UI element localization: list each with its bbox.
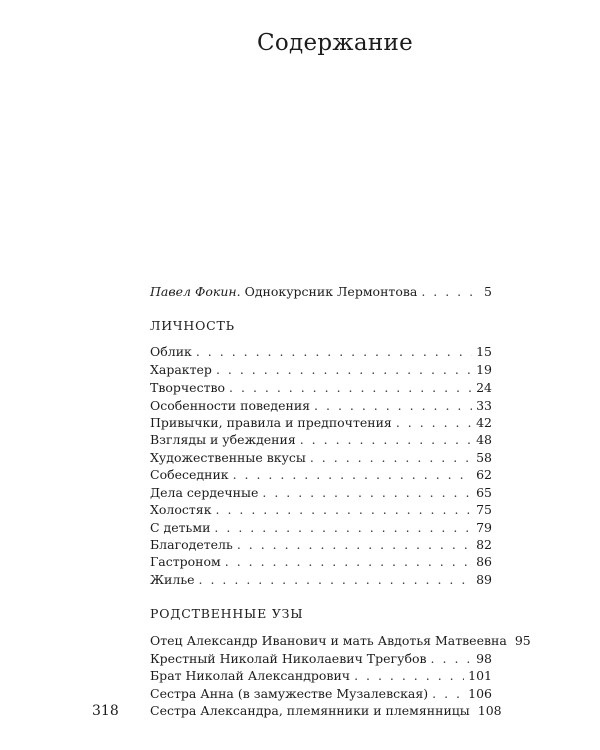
entry-title: Сестра Анна (в замужестве Музалевская) — [150, 686, 429, 701]
entry-title: Облик — [150, 344, 192, 359]
entry-page-number: 48 — [476, 432, 492, 447]
entry-page-number: 19 — [476, 362, 492, 377]
toc-entry[interactable] — [150, 344, 492, 363]
dot-leader — [196, 344, 472, 359]
entry-title: Жилье — [150, 572, 195, 587]
intro-author: Павел Фокин. — [150, 284, 241, 299]
dot-leader — [300, 432, 472, 447]
entry-title: Привычки, правила и предпочтения — [150, 415, 392, 430]
toc-entry[interactable] — [150, 502, 492, 521]
dot-leader — [199, 572, 473, 587]
section-heading-rodstvennye-uzy: РОДСТВЕННЫЕ УЗЫ — [150, 606, 304, 621]
entry-page-number: 24 — [476, 380, 492, 395]
toc-entry[interactable] — [150, 668, 492, 687]
toc-entry[interactable] — [150, 467, 492, 486]
toc-entry[interactable] — [150, 362, 492, 381]
entry-title: Собеседник — [150, 467, 229, 482]
toc-intro-entry[interactable] — [150, 284, 492, 303]
intro-title: Однокурсник Лермонтова — [244, 284, 418, 299]
toc-entry[interactable] — [150, 432, 492, 451]
entry-page-number: 42 — [476, 415, 492, 430]
toc-entry[interactable] — [150, 554, 492, 573]
entry-title: Отец Александр Иванович и мать Авдотья Матвеевна — [150, 633, 507, 648]
section-heading-lichnost: ЛИЧНОСТЬ — [150, 318, 235, 333]
entry-page-number: 65 — [476, 485, 492, 500]
entry-page-number: 15 — [476, 344, 492, 359]
entry-title: Творчество — [150, 380, 226, 395]
dot-leader — [214, 520, 472, 535]
dot-leader — [233, 467, 473, 482]
dot-leader — [216, 362, 472, 377]
dot-leader — [432, 686, 464, 701]
dot-leader — [421, 284, 474, 299]
dot-leader — [396, 415, 472, 430]
entry-page-number: 75 — [476, 502, 492, 517]
entry-page-number: 95 — [514, 633, 531, 648]
dot-leader — [262, 485, 472, 500]
page-number: 318 — [92, 703, 119, 719]
dot-leader — [225, 554, 472, 569]
entry-page-number: 86 — [476, 554, 492, 569]
entry-title: Холостяк — [150, 502, 212, 517]
entry-title: Брат Николай Александрович — [150, 668, 351, 683]
toc-entry[interactable] — [150, 572, 492, 591]
page-title: Содержание — [256, 30, 414, 56]
dot-leader — [216, 502, 473, 517]
dot-leader — [354, 668, 464, 683]
dot-leader — [237, 537, 472, 552]
entry-title: Благодетель — [150, 537, 233, 552]
entry-page-number: 98 — [476, 651, 492, 666]
entry-title: Особенности поведения — [150, 398, 311, 413]
entry-page-number: 101 — [468, 668, 492, 683]
entry-title: Характер — [150, 362, 212, 377]
entry-title: Сестра Александра, племянники и племянницы — [150, 703, 470, 718]
dot-leader — [314, 398, 472, 413]
entry-title: С детьми — [150, 520, 211, 535]
entry-page-number: 89 — [476, 572, 492, 587]
dot-leader — [310, 450, 472, 465]
toc-entry[interactable] — [150, 633, 531, 652]
toc-entry[interactable] — [150, 703, 502, 722]
entry-page-number: 108 — [477, 703, 502, 718]
entry-page-number: 82 — [476, 537, 492, 552]
toc-entry[interactable] — [150, 380, 492, 399]
entry-title: Дела сердечные — [150, 485, 259, 500]
entry-title: Гастроном — [150, 554, 221, 569]
dot-leader — [431, 651, 473, 666]
entry-page-number: 58 — [476, 450, 492, 465]
intro-page-number: 5 — [484, 284, 492, 299]
entry-title: Взгляды и убеждения — [150, 432, 296, 447]
entry-page-number: 62 — [476, 467, 492, 482]
entry-page-number: 33 — [476, 398, 492, 413]
entry-page-number: 79 — [476, 520, 492, 535]
entry-title: Крестный Николай Николаевич Трегубов — [150, 651, 427, 666]
dot-leader — [229, 380, 472, 395]
entry-title: Художественные вкусы — [150, 450, 306, 465]
entry-page-number: 106 — [468, 686, 492, 701]
